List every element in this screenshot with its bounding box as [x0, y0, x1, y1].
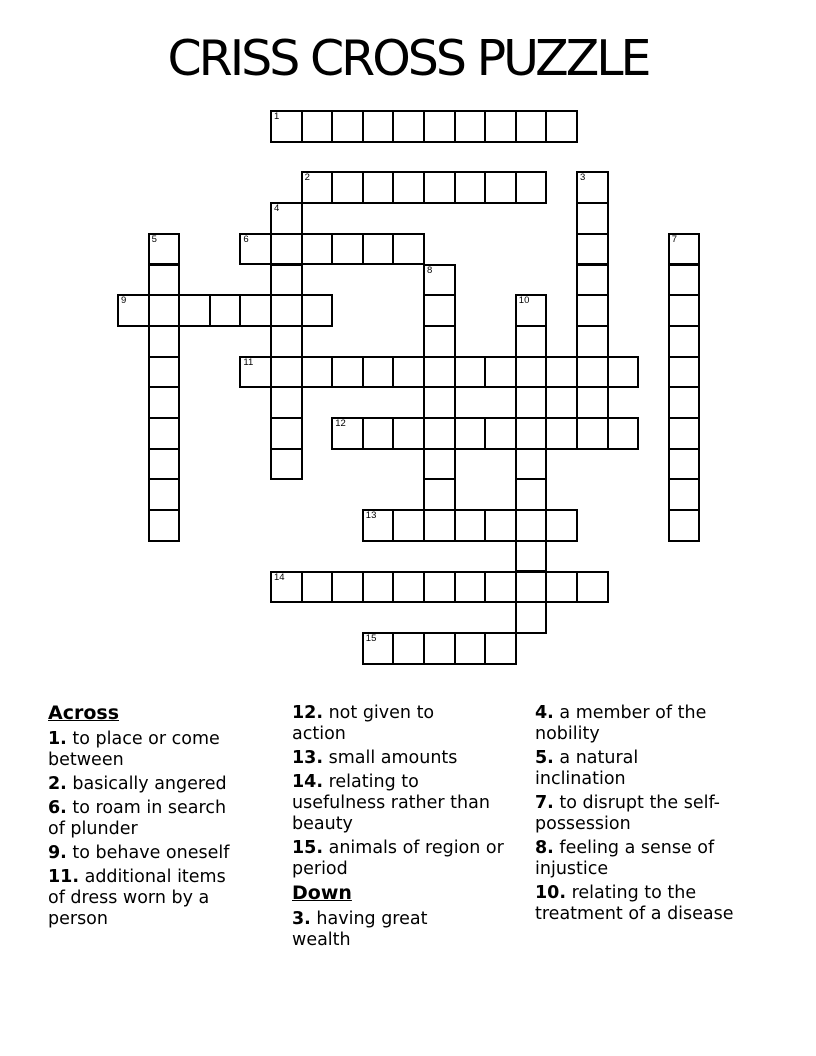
grid-cell[interactable]	[362, 233, 395, 266]
grid-cell[interactable]	[515, 356, 548, 389]
grid-cell[interactable]	[117, 294, 150, 327]
clue-item	[535, 793, 757, 835]
grid-cell[interactable]	[423, 264, 456, 297]
clue-item	[48, 867, 233, 930]
grid-cell[interactable]	[515, 110, 548, 143]
clue-column-middle	[292, 703, 504, 954]
grid-cell[interactable]	[423, 294, 456, 327]
grid-cell[interactable]	[392, 171, 425, 204]
grid-cell[interactable]	[668, 386, 701, 419]
cell-number-label: 4	[274, 203, 280, 215]
clue-item-text: to roam in search of plunder	[48, 798, 227, 839]
grid-cell[interactable]	[484, 509, 517, 542]
page-title: CRISS CROSS PUZZLE	[167, 30, 649, 87]
grid-cell[interactable]	[607, 356, 640, 389]
grid-cell[interactable]	[301, 171, 334, 204]
grid-cell[interactable]	[392, 356, 425, 389]
grid-cell[interactable]	[270, 294, 303, 327]
clue-item-text: a member of the nobility	[535, 703, 707, 744]
grid-cell[interactable]	[515, 417, 548, 450]
clues-section-header-text: Down	[292, 882, 352, 904]
grid-cell[interactable]	[423, 171, 456, 204]
grid-cell[interactable]	[423, 417, 456, 450]
grid-cell[interactable]	[668, 294, 701, 327]
clue-item	[292, 838, 504, 880]
grid-cell[interactable]	[423, 448, 456, 481]
cell-number-label: 8	[427, 264, 433, 276]
grid-cell[interactable]	[331, 233, 364, 266]
grid-cell[interactable]	[392, 632, 425, 665]
grid-cell[interactable]	[515, 294, 548, 327]
cell-number-label: 2	[304, 172, 310, 184]
grid-cell[interactable]	[148, 417, 181, 450]
cell-number-label: 9	[121, 295, 127, 307]
clue-item-number: 4.	[535, 703, 554, 723]
grid-cell[interactable]	[668, 478, 701, 511]
cell-number-label: 3	[580, 172, 586, 184]
grid-cell[interactable]	[239, 233, 272, 266]
grid-cell[interactable]	[148, 386, 181, 419]
grid-cell[interactable]	[301, 294, 334, 327]
grid-cell[interactable]	[423, 571, 456, 604]
grid-cell[interactable]	[454, 417, 487, 450]
grid-cell[interactable]	[515, 540, 548, 573]
grid-cell[interactable]	[423, 110, 456, 143]
grid-cell[interactable]	[515, 571, 548, 604]
clue-item-text: to place or come between	[48, 729, 220, 770]
cell-number-label: 6	[243, 233, 249, 245]
grid-cell[interactable]	[545, 356, 578, 389]
grid-cell[interactable]	[148, 294, 181, 327]
clue-item-number: 13.	[292, 748, 324, 768]
grid-cell[interactable]	[331, 356, 364, 389]
grid-cell[interactable]	[576, 233, 609, 266]
grid-cell[interactable]	[545, 571, 578, 604]
clue-item-number: 10.	[535, 883, 567, 903]
clue-item-number: 1.	[48, 729, 67, 749]
grid-cell[interactable]	[270, 264, 303, 297]
clue-item	[48, 843, 278, 864]
clue-item-number: 6.	[48, 798, 67, 818]
grid-cell[interactable]	[454, 171, 487, 204]
clue-item	[292, 909, 457, 951]
grid-cell[interactable]	[148, 264, 181, 297]
grid-cell[interactable]	[239, 356, 272, 389]
cell-number-label: 11	[243, 356, 254, 368]
grid-cell[interactable]	[270, 571, 303, 604]
grid-cell[interactable]	[576, 325, 609, 358]
grid-cell[interactable]	[392, 110, 425, 143]
clue-item	[48, 729, 238, 771]
grid-cell[interactable]	[148, 448, 181, 481]
grid-cell[interactable]	[454, 509, 487, 542]
grid-cell[interactable]	[576, 202, 609, 235]
clue-item-text: to disrupt the self-possession	[535, 793, 720, 834]
grid-cell[interactable]	[484, 571, 517, 604]
grid-cell[interactable]	[148, 509, 181, 542]
clue-item	[535, 883, 757, 925]
clue-item-number: 2.	[48, 774, 67, 794]
clue-item-text: relating to the treatment of a disease	[535, 883, 734, 924]
clue-item-number: 3.	[292, 909, 311, 929]
grid-cell[interactable]	[362, 356, 395, 389]
grid-cell[interactable]	[576, 294, 609, 327]
clue-item	[535, 748, 685, 790]
grid-cell[interactable]	[576, 264, 609, 297]
grid-cell[interactable]	[301, 571, 334, 604]
clues-section-header	[292, 883, 504, 904]
grid-cell[interactable]	[576, 356, 609, 389]
grid-cell[interactable]	[454, 571, 487, 604]
grid-cell[interactable]	[454, 110, 487, 143]
grid-cell[interactable]	[515, 509, 548, 542]
cell-number-label: 12	[335, 418, 346, 429]
clue-item-text: additional items of dress worn by a person	[48, 867, 226, 929]
grid-cell[interactable]	[545, 110, 578, 143]
grid-cell[interactable]	[576, 171, 609, 204]
clue-item-text: to behave oneself	[72, 843, 230, 863]
grid-cell[interactable]	[239, 294, 272, 327]
cell-number-label: 1	[274, 111, 280, 122]
clue-column-left	[48, 703, 278, 933]
grid-cell[interactable]	[270, 233, 303, 266]
clue-item-number: 5.	[535, 748, 554, 768]
clue-item	[535, 703, 757, 745]
clue-item-number: 14.	[292, 772, 324, 792]
grid-cell[interactable]	[515, 478, 548, 511]
grid-cell[interactable]	[362, 571, 395, 604]
grid-cell[interactable]	[270, 417, 303, 450]
grid-cell[interactable]	[392, 417, 425, 450]
clue-item	[292, 748, 504, 769]
grid-cell[interactable]	[576, 571, 609, 604]
grid-cell[interactable]	[423, 509, 456, 542]
grid-cell[interactable]	[668, 325, 701, 358]
grid-cell[interactable]	[484, 110, 517, 143]
grid-cell[interactable]	[362, 632, 395, 665]
clue-item-number: 15.	[292, 838, 324, 858]
grid-cell[interactable]	[270, 448, 303, 481]
clue-item-text: a natural inclination	[535, 748, 639, 789]
grid-cell[interactable]	[454, 356, 487, 389]
clue-column-right	[535, 703, 757, 928]
grid-cell[interactable]	[484, 632, 517, 665]
grid-cell[interactable]	[270, 386, 303, 419]
clue-item	[292, 772, 504, 835]
clue-item-text: not given to action	[292, 703, 435, 744]
grid-cell[interactable]	[392, 571, 425, 604]
grid-cell[interactable]	[423, 325, 456, 358]
grid-cell[interactable]	[668, 356, 701, 389]
grid-cell[interactable]	[423, 356, 456, 389]
grid-cell[interactable]	[148, 325, 181, 358]
grid-cell[interactable]	[270, 202, 303, 235]
grid-cell[interactable]	[270, 110, 303, 143]
grid-cell[interactable]	[515, 601, 548, 634]
clue-item-number: 8.	[535, 838, 554, 858]
cell-number-label: 14	[274, 571, 285, 583]
grid-cell[interactable]	[209, 294, 242, 327]
cell-number-label: 15	[365, 632, 377, 644]
grid-cell[interactable]	[454, 632, 487, 665]
clue-item-number: 7.	[535, 793, 554, 813]
grid-cell[interactable]	[148, 233, 181, 266]
grid-cell[interactable]	[301, 233, 334, 266]
clue-item	[48, 774, 278, 795]
grid-cell[interactable]	[515, 386, 548, 419]
clue-item-number: 11.	[48, 867, 80, 887]
grid-cell[interactable]	[423, 386, 456, 419]
clue-item-text: having great wealth	[292, 909, 428, 950]
grid-cell[interactable]	[576, 417, 609, 450]
grid-cell[interactable]	[362, 171, 395, 204]
grid-cell[interactable]	[331, 171, 364, 204]
grid-cell[interactable]	[576, 386, 609, 419]
clue-item-text: basically angered	[72, 774, 227, 794]
clue-item-text: animals of region or period	[292, 838, 504, 879]
grid-cell[interactable]	[270, 325, 303, 358]
grid-cell[interactable]	[668, 448, 701, 481]
grid-cell[interactable]	[423, 478, 456, 511]
grid-cell[interactable]	[392, 509, 425, 542]
grid-cell[interactable]	[331, 417, 364, 450]
grid-cell[interactable]	[484, 417, 517, 450]
grid-cell[interactable]	[545, 417, 578, 450]
grid-cell[interactable]	[178, 294, 211, 327]
cell-number-label: 10	[518, 295, 530, 307]
grid-cell[interactable]	[668, 509, 701, 542]
grid-cell[interactable]	[668, 233, 701, 266]
grid-cell[interactable]	[362, 509, 395, 542]
grid-cell[interactable]	[362, 110, 395, 143]
clue-item-text: small amounts	[328, 748, 458, 768]
grid-cell[interactable]	[668, 264, 701, 297]
grid-cell[interactable]	[301, 110, 334, 143]
grid-cell[interactable]	[331, 571, 364, 604]
cell-number-label: 5	[151, 233, 157, 245]
clues-section-header-text: Across	[48, 702, 120, 724]
grid-cell[interactable]	[515, 171, 548, 204]
grid-cell[interactable]	[484, 356, 517, 389]
grid-cell[interactable]	[362, 417, 395, 450]
grid-cell[interactable]	[270, 356, 303, 389]
grid-cell[interactable]	[301, 356, 334, 389]
grid-cell[interactable]	[392, 233, 425, 266]
cell-number-label: 13	[365, 510, 377, 522]
grid-cell[interactable]	[331, 110, 364, 143]
grid-cell[interactable]	[607, 417, 640, 450]
grid-cell[interactable]	[515, 448, 548, 481]
cell-number-label: 7	[671, 233, 678, 245]
clue-item-number: 9.	[48, 843, 67, 863]
grid-cell[interactable]	[148, 478, 181, 511]
grid-cell[interactable]	[484, 171, 517, 204]
clue-item-number: 12.	[292, 703, 324, 723]
grid-cell[interactable]	[423, 632, 456, 665]
clues-section-header	[48, 703, 278, 724]
clue-item	[292, 703, 452, 745]
clue-item-text: relating to usefulness rather than beauty	[292, 772, 490, 834]
clue-item-text: feeling a sense of injustice	[535, 838, 715, 879]
grid-cell[interactable]	[545, 509, 578, 542]
grid-cell[interactable]	[515, 325, 548, 358]
grid-cell[interactable]	[148, 356, 181, 389]
clue-item	[48, 798, 233, 840]
clue-item	[535, 838, 757, 880]
grid-cell[interactable]	[668, 417, 701, 450]
